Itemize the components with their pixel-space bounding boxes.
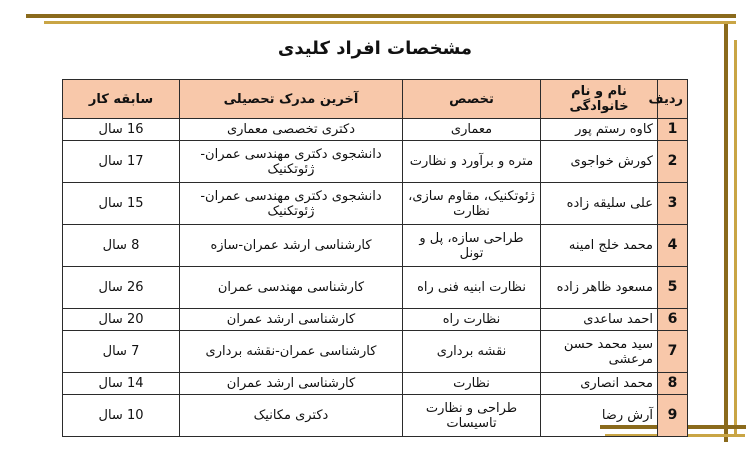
row-number: 8 (658, 373, 688, 395)
cell-degree: کارشناسی عمران-نقشه برداری (180, 331, 403, 373)
row-number: 6 (658, 309, 688, 331)
cell-specialty: متره و برآورد و نظارت (403, 141, 541, 183)
cell-degree: دانشجوی دکتری مهندسی عمران-ژئوتکنیک (180, 141, 403, 183)
cell-specialty: ژئوتکنیک، مقاوم سازی، نظارت (403, 183, 541, 225)
row-number: 3 (658, 183, 688, 225)
decorative-bar (44, 21, 736, 24)
cell-experience: 10 سال (63, 395, 180, 437)
cell-name: علی سلیقه زاده (541, 183, 658, 225)
row-number: 5 (658, 267, 688, 309)
cell-name: سید محمد حسن مرعشی (541, 331, 658, 373)
row-number: 7 (658, 331, 688, 373)
cell-degree: کارشناسی مهندسی عمران (180, 267, 403, 309)
decorative-bar (724, 24, 728, 442)
cell-experience: 20 سال (63, 309, 180, 331)
header-name: نام و نام خانوادگی (541, 80, 658, 119)
table-row (63, 267, 688, 309)
table-header-row (63, 80, 688, 119)
cell-degree: کارشناسی ارشد عمران (180, 309, 403, 331)
cell-experience: 14 سال (63, 373, 180, 395)
page-title: مشخصات افراد کلیدی (277, 38, 473, 59)
header-experience: سابقه کار (63, 80, 180, 119)
header-rownum: ردیف (658, 80, 688, 119)
cell-specialty: معماری (403, 119, 541, 141)
cell-degree: کارشناسی ارشد عمران-سازه (180, 225, 403, 267)
cell-experience: 26 سال (63, 267, 180, 309)
cell-name: کورش خواجوی (541, 141, 658, 183)
cell-degree: دکتری تخصصی معماری (180, 119, 403, 141)
table-row (63, 225, 688, 267)
cell-name: مسعود ظاهر زاده (541, 267, 658, 309)
cell-specialty: نقشه برداری (403, 331, 541, 373)
cell-specialty: نظارت راه (403, 309, 541, 331)
decorative-bar (734, 40, 737, 435)
row-number: 4 (658, 225, 688, 267)
row-number: 2 (658, 141, 688, 183)
row-number: 1 (658, 119, 688, 141)
key-personnel-table (62, 79, 688, 437)
table-row (63, 141, 688, 183)
row-number: 9 (658, 395, 688, 437)
cell-experience: 8 سال (63, 225, 180, 267)
cell-name: کاوه رستم پور (541, 119, 658, 141)
cell-specialty: طراحی و نظارت تاسیسات (403, 395, 541, 437)
table-row (63, 119, 688, 141)
cell-experience: 7 سال (63, 331, 180, 373)
table-row (63, 395, 688, 437)
header-specialty: تخصص (403, 80, 541, 119)
cell-specialty: طراحی سازه، پل و تونل (403, 225, 541, 267)
cell-name: محمد انصاری (541, 373, 658, 395)
cell-name: آرش رضا (541, 395, 658, 437)
cell-experience: 17 سال (63, 141, 180, 183)
cell-specialty: نظارت ابنیه فنی راه (403, 267, 541, 309)
cell-experience: 16 سال (63, 119, 180, 141)
cell-experience: 15 سال (63, 183, 180, 225)
cell-degree: دکتری مکانیک (180, 395, 403, 437)
header-degree: آخرین مدرک تحصیلی (180, 80, 403, 119)
cell-name: احمد ساعدی (541, 309, 658, 331)
table-row (63, 309, 688, 331)
table-row (63, 373, 688, 395)
cell-name: محمد خلج امینه (541, 225, 658, 267)
table-row (63, 183, 688, 225)
decorative-bar (26, 14, 736, 18)
cell-specialty: نظارت (403, 373, 541, 395)
cell-degree: دانشجوی دکتری مهندسی عمران-ژئوتکنیک (180, 183, 403, 225)
table-row (63, 331, 688, 373)
cell-degree: کارشناسی ارشد عمران (180, 373, 403, 395)
